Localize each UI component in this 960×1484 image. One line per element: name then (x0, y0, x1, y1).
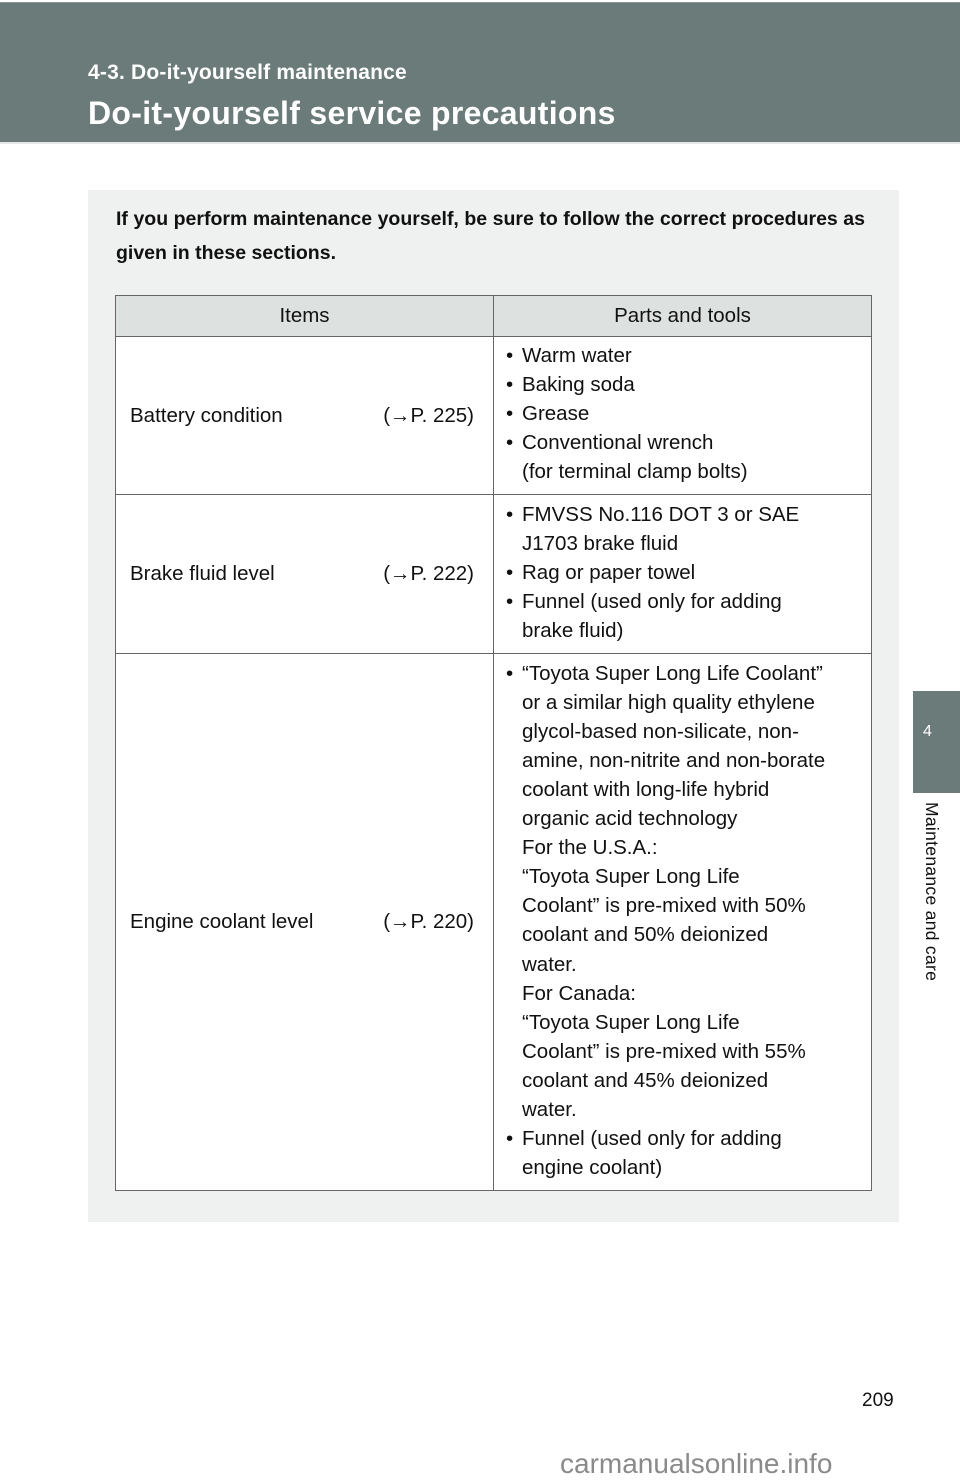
bullet-icon: • (506, 560, 514, 584)
part-text-line: J1703 brake fluid (522, 531, 679, 555)
parts-list (506, 659, 863, 1183)
chapter-title: Maintenance and care (922, 802, 942, 982)
page-reference-link[interactable]: (→P. 225) (383, 403, 474, 427)
page-reference-link[interactable]: (→P. 222) (383, 562, 474, 586)
part-text-line: Rag or paper towel (522, 560, 696, 584)
table-row (116, 337, 872, 495)
part-text-line: organic acid technology (522, 807, 738, 831)
bullet-icon: • (506, 431, 514, 455)
part-text-line: amine, non-nitrite and non-borate (522, 748, 826, 772)
page-reference-link[interactable]: (→P. 220) (383, 910, 474, 934)
list-item (506, 587, 863, 645)
list-item (506, 500, 863, 558)
parts-tools-table (115, 295, 872, 1191)
list-item (506, 558, 863, 587)
column-header-items: Items (116, 296, 494, 337)
item-cell (116, 495, 494, 654)
bullet-icon: • (506, 502, 514, 526)
part-text-line: coolant and 50% deionized (522, 923, 769, 947)
part-text-line: FMVSS No.116 DOT 3 or SAE (522, 502, 800, 526)
item-name: Battery condition (130, 403, 283, 427)
item-name: Engine coolant level (130, 910, 314, 934)
parts-cell (494, 654, 872, 1191)
parts-list (506, 500, 863, 645)
part-text-line: coolant and 45% deionized (522, 1068, 769, 1092)
watermark: carmanualsonline.info (560, 1448, 833, 1479)
page-title: Do-it-yourself service precautions (88, 95, 616, 131)
table-header-row (116, 296, 872, 337)
part-text-line: Funnel (used only for adding (522, 1127, 782, 1151)
intro-text: If you perform maintenance yourself, be sure to follow the correct procedures as given in these sections. (116, 208, 865, 264)
part-text-line: (for terminal clamp bolts) (522, 460, 748, 484)
bullet-icon: • (506, 373, 514, 397)
bullet-icon: • (506, 1127, 514, 1151)
list-item (506, 399, 863, 428)
part-text-line: Funnel (used only for adding (522, 590, 782, 614)
part-text-line: water. (522, 1098, 577, 1122)
chapter-number: 4 (923, 723, 932, 740)
part-text-line: brake fluid) (522, 619, 624, 643)
part-text-line: Grease (522, 402, 590, 426)
chapter-header (0, 2, 960, 144)
table-row (116, 654, 872, 1191)
list-item (506, 341, 863, 370)
part-text-line: coolant with long-life hybrid (522, 778, 770, 801)
list-item (506, 659, 863, 1125)
part-text-line: glycol-based non-silicate, non- (522, 719, 799, 743)
section-label: 4-3. Do-it-yourself maintenance (88, 61, 407, 84)
part-text-line: Conventional wrench (522, 431, 714, 455)
list-item (506, 1124, 863, 1182)
item-cell (116, 654, 494, 1191)
part-text-line: “Toyota Super Long Life (522, 1010, 740, 1034)
bullet-icon: • (506, 590, 514, 614)
parts-cell (494, 495, 872, 654)
part-text-line: water. (522, 952, 577, 976)
item-cell (116, 337, 494, 495)
part-text-line: “Toyota Super Long Life (522, 865, 740, 889)
table-row (116, 495, 872, 654)
part-text-line: Coolant” is pre-mixed with 50% (522, 894, 806, 918)
parts-cell (494, 337, 872, 495)
part-text-line: or a similar high quality ethylene (522, 690, 815, 714)
part-text-line: For Canada: (522, 981, 636, 1005)
bullet-icon: • (506, 344, 514, 367)
list-item (506, 428, 863, 486)
list-item (506, 370, 863, 399)
column-header-parts: Parts and tools (494, 296, 872, 337)
part-text-line: engine coolant) (522, 1156, 663, 1180)
parts-list (506, 341, 863, 486)
chapter-tab (913, 691, 960, 793)
content-panel (88, 190, 899, 1222)
bullet-icon: • (506, 661, 514, 685)
part-text-line: Warm water (522, 344, 632, 367)
item-name: Brake fluid level (130, 562, 275, 586)
part-text-line: Coolant” is pre-mixed with 55% (522, 1039, 806, 1063)
part-text-line: “Toyota Super Long Life Coolant” (522, 661, 823, 685)
bullet-icon: • (506, 402, 514, 426)
part-text-line: Baking soda (522, 373, 635, 397)
part-text-line: For the U.S.A.: (522, 836, 658, 860)
page-number: 209 (862, 1390, 894, 1411)
